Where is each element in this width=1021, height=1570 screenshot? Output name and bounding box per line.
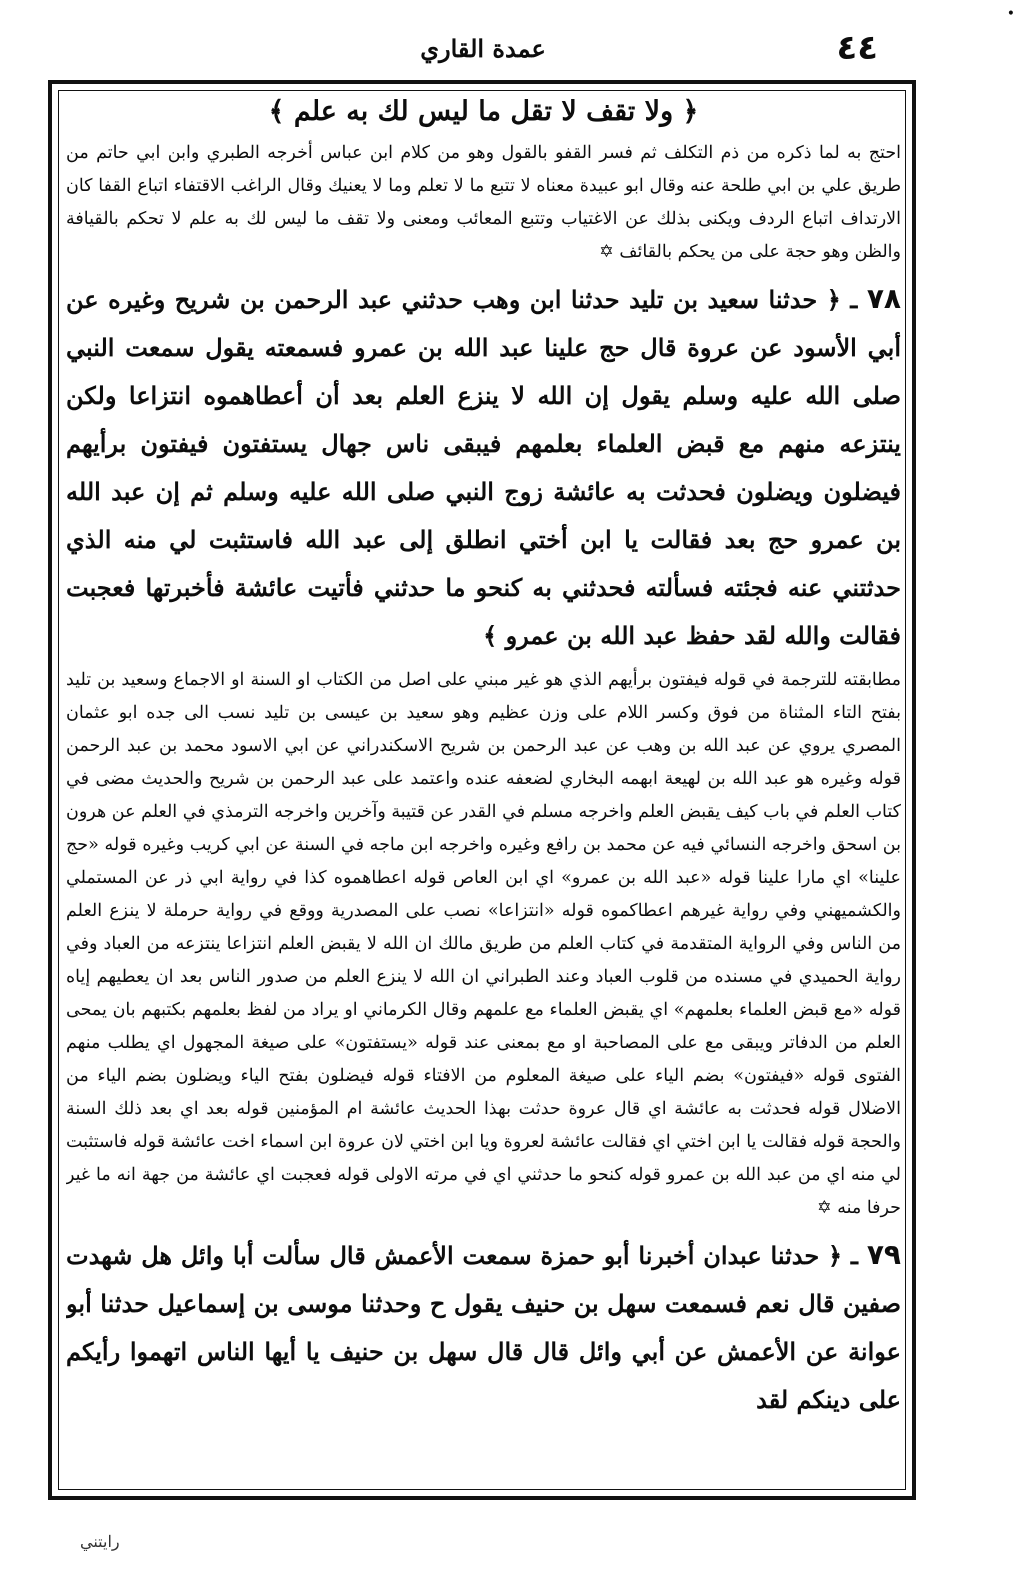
running-title: عمدة القاري — [420, 34, 546, 63]
page-content — [66, 92, 901, 1492]
hadith-number: ٧٩ — [866, 1238, 901, 1271]
hadith-79 — [66, 1231, 901, 1424]
page-header — [48, 28, 918, 76]
catchword: رايتني — [80, 1532, 120, 1551]
page-mark: • — [1006, 6, 1015, 22]
section-commentary: احتج به لما ذكره من ذم التكلف ثم فسر القفو بالقول وهو من كلام ابن عباس أخرجه الطبري وابن ابي حاتم من طريق علي بن ابي طلحة عنه وقال ابو عبيدة معناه لا تتبع ما لا تعلم وما لا يعنيك وقال الراغب الاقتفاء اتباع القفا كان الارتداف اتباع الردف ويكنى بذلك عن الاغتياب وتتبع المعائب ومعنى ولا تقف ما ليس لك به علم لا تحكم بالقيافة والظن وهو حجة على من يحكم بالقائف ✡ — [66, 143, 901, 262]
hadith-text: ـ ﴿ حدثنا سعيد بن تليد حدثنا ابن وهب حدثني عبد الرحمن بن شريح وغيره عن أبي الأسود عن عروة قال حج علينا عبد الله بن عمرو فسمعته يقول سمعت النبي صلى الله عليه وسلم يقول إن الله لا ينزع العلم بعد أن أعطاهموه انتزاعا ولكن ينتزعه منهم مع قبض العلماء بعلمهم فيبقى ناس جهال يستفتون فيفتون برأيهم فيضلون ويضلون فحدثت به عائشة زوج النبي صلى الله عليه وسلم ثم إن عبد الله بن عمرو حج بعد فقالت يا ابن أختي انطلق إلى عبد الله فاستثبت لي منه الذي حدثتني عنه فجئته فسألته فحدثني به كنحو ما حدثني فأتيت عائشة فأخبرتها فعجبت فقالت والله لقد حفظ عبد الله بن عمرو ﴾ — [66, 285, 901, 650]
page-number: ٤٤ — [836, 28, 878, 68]
hadith-number: ٧٨ — [866, 282, 901, 315]
hadith-78-commentary: مطابقته للترجمة في قوله فيفتون برأيهم الذي هو غير مبني على اصل من الكتاب او السنة او الاجماع وسعيد بن تليد بفتح التاء المثناة من فوق وكسر اللام على وزن عظيم وهو سعيد بن عيسى بن تليد نسب الى جده ابو عثمان المصري يروي عن عبد الله بن وهب عن عبد الرحمن بن شريح الاسكندراني عن ابي الاسود محمد بن عبد الرحمن قوله وغيره هو عبد الله بن لهيعة ابهمه البخاري لضعفه عنده واعتمد على عبد الرحمن بن شريح والحديث مضى في كتاب العلم في باب كيف يقبض العلم واخرجه مسلم في القدر عن قتيبة وآخرين واخرجه الترمذي في العلم عن هرون بن اسحق واخرجه النسائي فيه عن محمد بن رافع وغيره واخرجه ابن ماجه في السنة عن ابي كريب وغيره قوله «حج علينا» اي مارا علينا قوله «عبد الله بن عمرو» اي ابن العاص قوله اعطاهموه كذا في رواية ابي ذر عن المستملي والكشميهني وفي رواية غيرهم اعطاكموه قوله «انتزاعا» نصب على المصدرية ووقع في رواية حرملة لا ينزع العلم من الناس وفي الرواية المتقدمة في كتاب العلم من طريق مالك ان الله لا يقبض العلم انتزاعا ينتزعه من العباد وفي رواية الحميدي في مسنده من قلوب العباد وعند الطبراني ان الله لا ينزع العلم من صدور الناس بعد ان يعطيهم إياه قوله «مع قبض العلماء بعلمهم» اي يقبض العلماء مع علمهم وقال الكرماني او يراد من لفظ بعلمهم بكتبهم بان يمحى العلم من الدفاتر ويبقى مع على المصاحبة او مع بمعنى عند قوله «يستفتون» على صيغة المجهول اي يطلب منهم الفتوى قوله «فيفتون» بضم الياء على صيغة المعلوم من الافتاء قوله فيضلون بفتح الياء ويضلون بضم الياء من الاضلال قوله فحدثت به عائشة اي قال عروة حدثت بهذا الحديث عائشة ام المؤمنين قوله بعد اي بعد ذلك السنة والحجة قوله فقالت يا ابن اختي اي فقالت عائشة لعروة ويا ابن اختي لان عروة ابن اسماء اخت عائشة قوله فاستثبت لي منه اي من عبد الله بن عمرو قوله كنحو ما حدثني اي في مرته الاولى قوله فعجبت اي عائشة من جهة انه ما غير حرفا منه ✡ — [66, 670, 901, 1218]
section-heading: ﴿ ولا تقف لا تقل ما ليس لك به علم ﴾ — [268, 96, 699, 127]
hadith-text: ـ ﴿ حدثنا عبدان أخبرنا أبو حمزة سمعت الأعمش قال سألت أبا وائل هل شهدت صفين قال نعم فسمعت سهل بن حنيف يقول ح وحدثنا موسى بن إسماعيل حدثنا أبو عوانة عن الأعمش عن أبي وائل قال قال سهل بن حنيف يا أيها الناس اتهموا رأيكم على دينكم لقد — [66, 1241, 901, 1414]
hadith-78 — [66, 275, 901, 660]
